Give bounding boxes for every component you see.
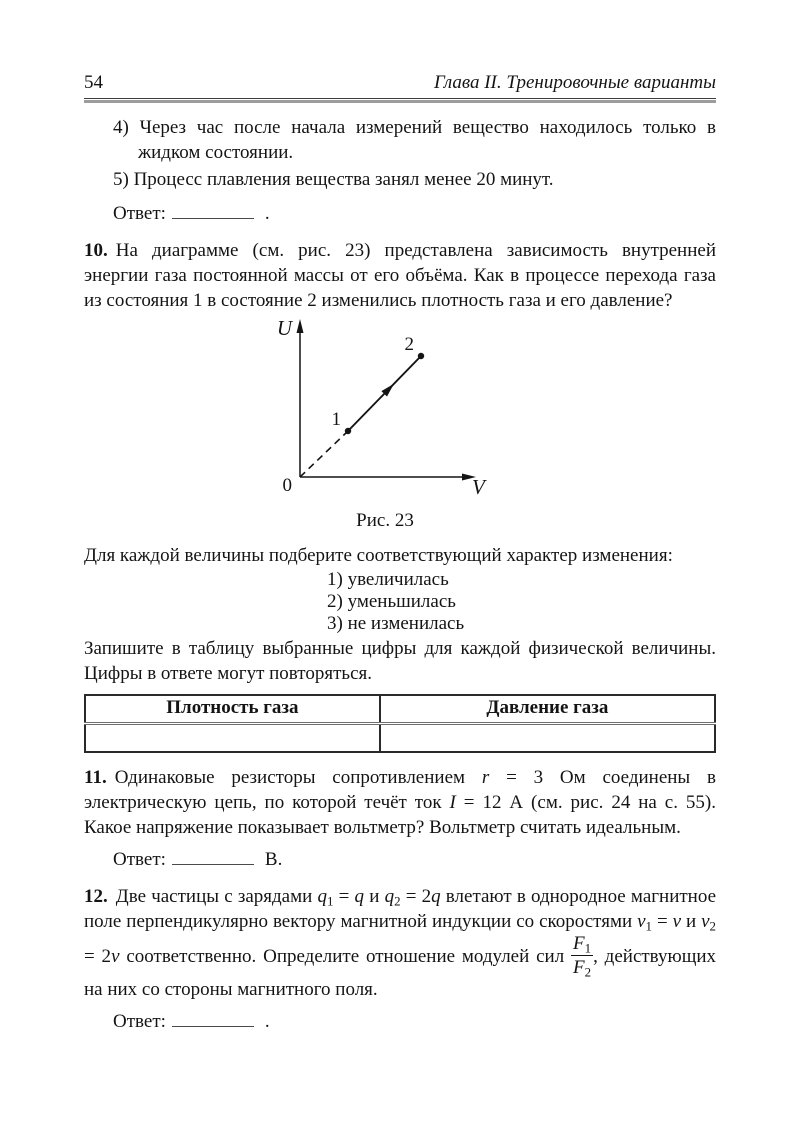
answer-line — [113, 201, 716, 226]
var-q1: q — [317, 886, 327, 907]
var-q: q — [354, 886, 365, 907]
problem-10-text — [84, 238, 716, 313]
var-v1: v — [637, 911, 646, 932]
y-axis-label: U — [276, 317, 292, 340]
answer-unit: В. — [264, 849, 283, 870]
uv-diagram — [270, 317, 500, 497]
var-v2: v — [701, 911, 710, 932]
answer-cell-density[interactable] — [85, 724, 380, 753]
state-2-label: 2 — [404, 334, 414, 355]
answer-label: Ответ: — [113, 1011, 166, 1032]
answer-label: Ответ: — [113, 849, 166, 870]
list-item-5 — [113, 167, 716, 192]
page-number: 54 — [84, 72, 103, 93]
figure-caption: Рис. 23 — [356, 510, 414, 531]
dashed-segment — [300, 431, 348, 477]
var-q2: q — [384, 886, 395, 907]
answer-label: Ответ: — [113, 203, 166, 224]
chapter-title: Глава II. Тренировочные варианты — [434, 72, 716, 93]
problem-number: 10. — [84, 240, 108, 261]
problem-number: 11. — [84, 767, 107, 788]
column-header-density: Плотность газа — [85, 695, 380, 724]
column-header-pressure: Давление газа — [380, 695, 715, 724]
var-q: q — [431, 886, 441, 907]
var-I: I — [449, 792, 456, 813]
item-number: 4) — [113, 117, 129, 138]
var-r: r — [481, 767, 490, 788]
figure-23 — [270, 317, 500, 533]
problem-12-text: 12. Две частицы с зарядами $q_1 = q$ и $q_2 = 2q$ влетают в однородное магнитное поле перпендикулярно вектору магнитной индукции со скоростями $v_1 = v$ и $v_2 = 2v$ соответственно. Определите отношение модулей сил $\frac{F_1}{F_2}$ , действующих на них со стороны магнитного поля. — [84, 886, 717, 1000]
option-3: 3) не изменилась — [327, 613, 465, 634]
state-1-label: 1 — [331, 409, 341, 430]
answer-line — [113, 847, 716, 872]
table-note: Запишите в таблицу выбранные цифры для каждой физической величины. Цифры в ответе могут повторяться. — [84, 638, 716, 684]
answer-suffix: . — [264, 1011, 270, 1032]
table-header-row — [85, 695, 715, 724]
item-number: 5) — [113, 169, 129, 190]
problem-number: 12. — [84, 886, 108, 907]
item-text: Через час после начала измерений вещество находилось только в жидком состоянии. — [138, 117, 717, 163]
item-text: Процесс плавления вещества занял менее 20 минут. — [133, 169, 554, 190]
answer-suffix: . — [264, 203, 270, 224]
answer-line — [113, 1009, 716, 1034]
x-axis-label: V — [472, 475, 485, 497]
options-list — [327, 569, 716, 635]
page-header — [84, 70, 716, 95]
matching-instruction: Для каждой величины подберите соответствующий характер изменения: — [84, 545, 673, 566]
answer-blank[interactable] — [172, 849, 254, 865]
origin-label: 0 — [282, 475, 292, 496]
state-2-point — [418, 353, 424, 359]
problem-statement: На диаграмме (см. рис. 23) представлена зависимость внутренней энергии газа постоянной массы от его объёма. Как в процессе перехода газа из состояния 1 в состояние 2 изменились плотность газа и его давление? — [84, 240, 716, 311]
var-v: v — [672, 911, 682, 932]
option-2: 2) уменьшилась — [327, 591, 456, 612]
option-1: 1) увеличилась — [327, 569, 449, 590]
fraction-F1-F2: $\frac{F_1}{F_2}$ — [573, 933, 592, 980]
state-1-point — [345, 428, 351, 434]
problem-11-text: 11. Одинаковые резисторы сопротивлением r = 3 Ом соединены в электрическую цепь, по которой течёт ток I = 12 А (см. рис. 24 на с. 55). Какое напряжение показывает вольтметр? Вольтметр считать идеальным. — [84, 767, 716, 838]
table-answer-row — [85, 724, 715, 753]
var-v: v — [111, 946, 120, 967]
header-rule — [84, 98, 716, 103]
y-axis-arrow-icon — [297, 319, 304, 333]
list-item-4 — [113, 115, 716, 165]
answer-blank[interactable] — [172, 1011, 254, 1027]
answer-table — [84, 694, 716, 753]
answer-cell-pressure[interactable] — [380, 724, 715, 753]
answer-blank[interactable] — [172, 203, 254, 219]
